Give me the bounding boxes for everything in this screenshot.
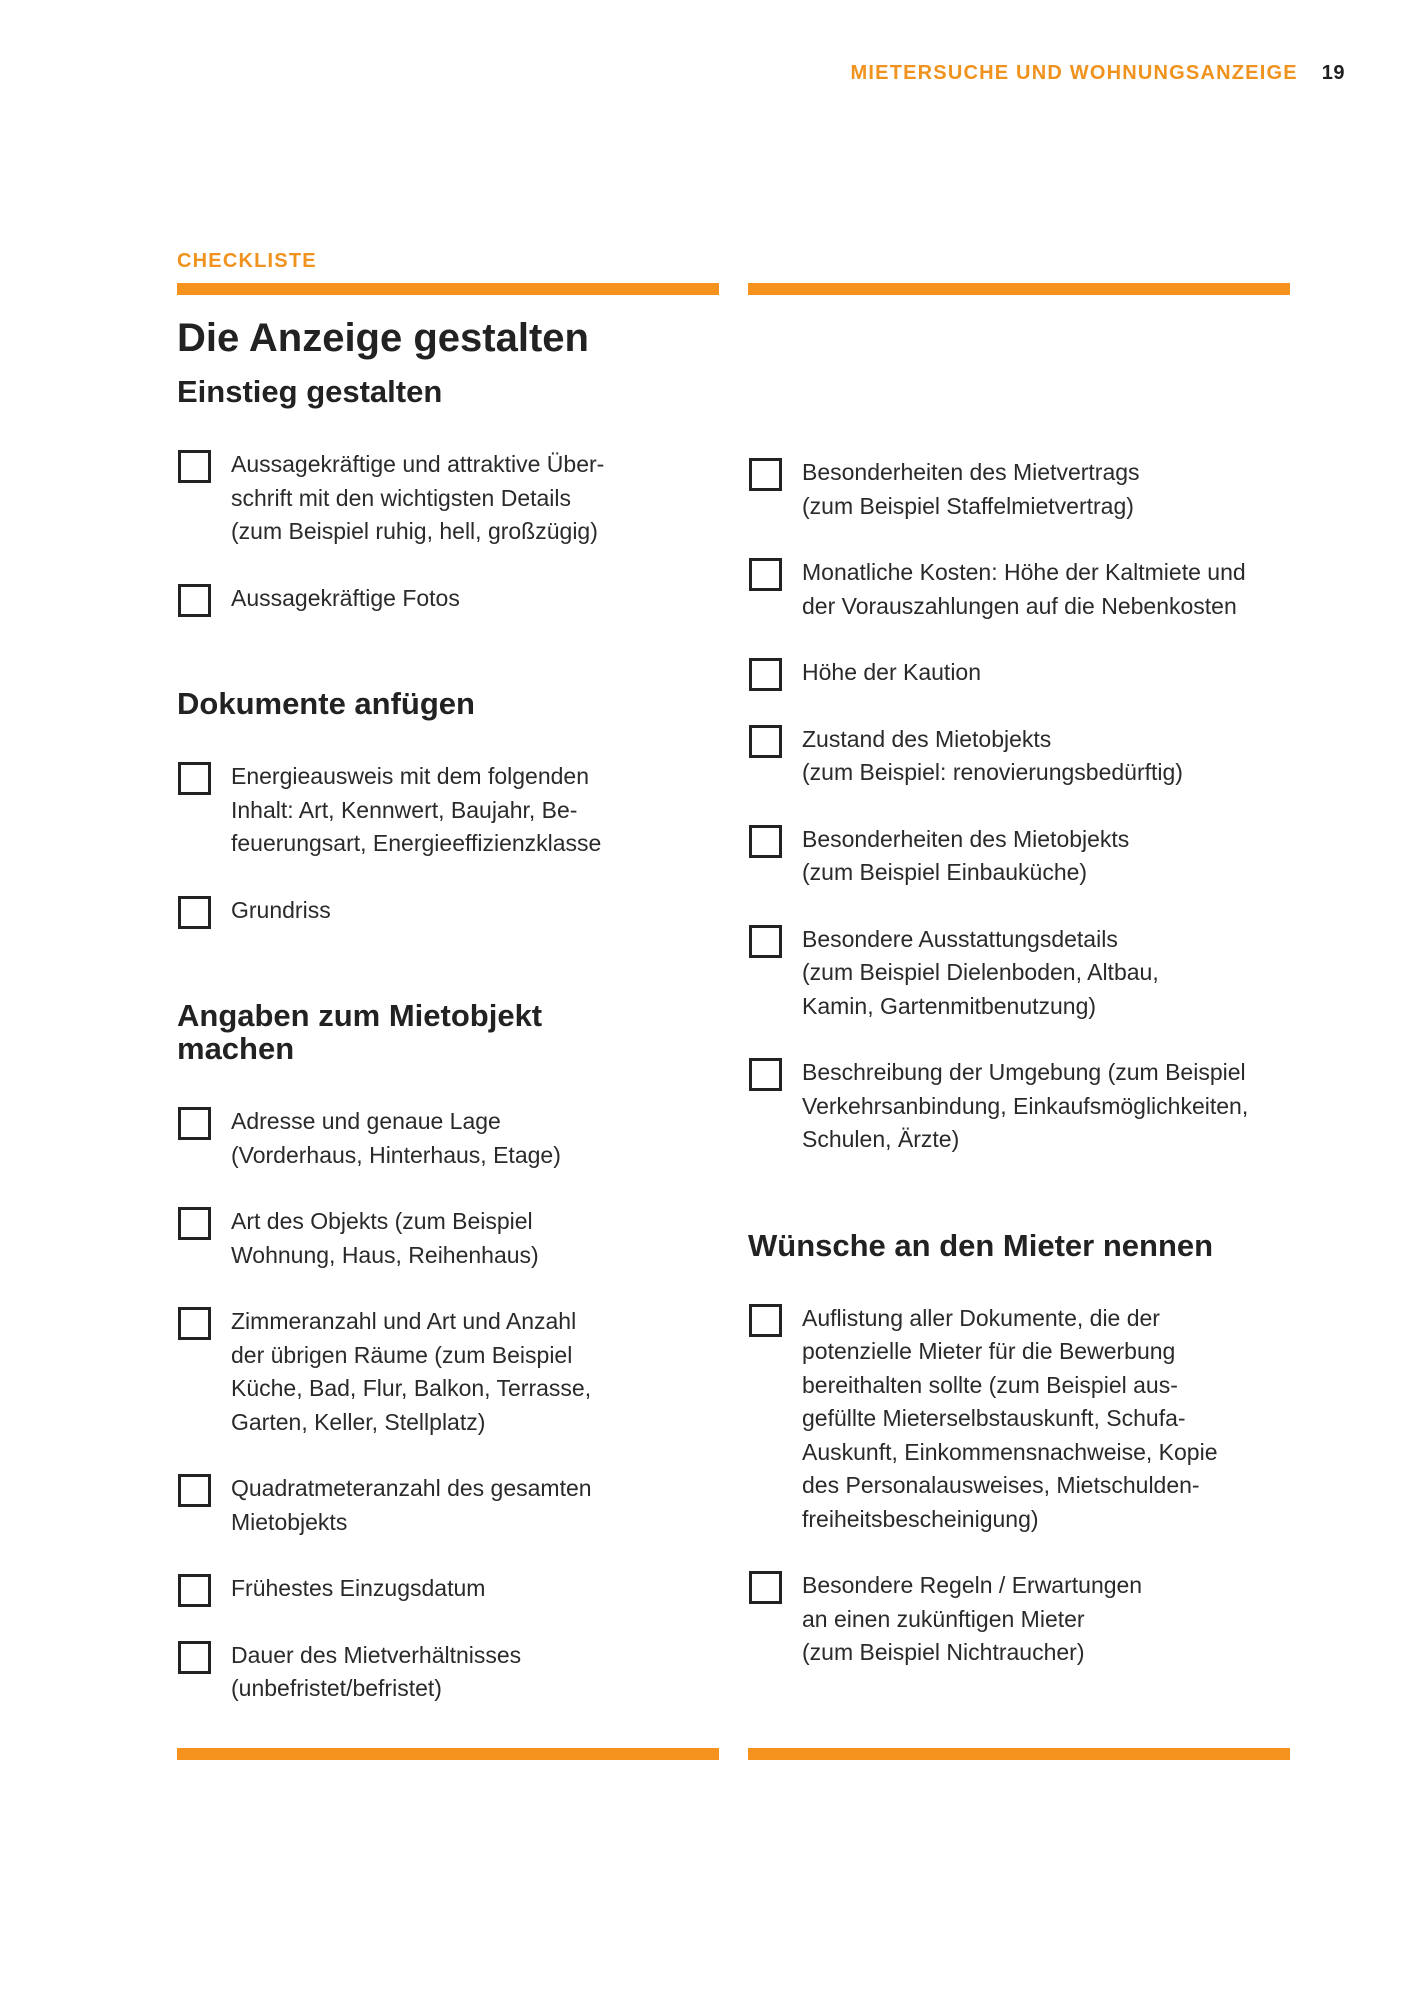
section-heading-mietobjekt: Angaben zum Mietobjekt machen xyxy=(177,998,543,1066)
checklist-item-label: Grundriss xyxy=(231,896,331,923)
checklist-item-label: Frühestes Einzugsdatum xyxy=(231,1575,486,1601)
checkbox[interactable] xyxy=(749,1058,782,1091)
checklist-item xyxy=(177,1572,737,1606)
checkbox[interactable] xyxy=(749,458,782,491)
bottom-divider-left xyxy=(177,1748,719,1760)
checklist-item xyxy=(748,1056,1308,1157)
checklist-item-label: Besonderheiten des Mietvertrags (zum Beispiel Staffelmietvertrag) xyxy=(802,459,1140,519)
checklist-item xyxy=(177,1205,737,1272)
checklist-item xyxy=(748,723,1308,790)
running-header xyxy=(0,62,1345,85)
checkbox[interactable] xyxy=(178,1207,211,1240)
checklist-title: Die Anzeige gestalten xyxy=(177,316,589,360)
checklist-item-label: Besondere Ausstattungsdetails (zum Beispiel Dielenboden, Altbau, Kamin, Gartenmitbenutzung) xyxy=(802,925,1159,1019)
checklist-item-label: Höhe der Kaution xyxy=(802,659,982,685)
checkbox[interactable] xyxy=(749,825,782,858)
checkbox[interactable] xyxy=(178,1307,211,1340)
section-title: MIETERSUCHE UND WOHNUNGSANZEIGE xyxy=(850,62,1298,84)
checklist-item-label: Monatliche Kosten: Höhe der Kaltmiete und der Vorauszahlungen auf die Nebenkosten xyxy=(802,559,1246,619)
checklist-item xyxy=(177,582,737,616)
checkbox[interactable] xyxy=(178,1107,211,1140)
checklist-mietobjekt-continued xyxy=(748,456,1308,1157)
section-heading-dokumente: Dokumente anfügen xyxy=(177,686,475,721)
checklist-item-label: Art des Objekts (zum Beispiel Wohnung, Haus, Reihenhaus) xyxy=(231,1208,539,1268)
left-column xyxy=(177,310,737,1706)
bottom-divider-right xyxy=(748,1748,1290,1760)
checklist-item-label: Zustand des Mietobjekts (zum Beispiel: renovierungsbedürftig) xyxy=(802,725,1183,785)
checklist-item-label: Aussagekräftige Fotos xyxy=(231,584,460,611)
checklist-item xyxy=(748,656,1308,690)
checklist-item xyxy=(748,923,1308,1024)
checklist-item-label: Adresse und genaue Lage (Vorderhaus, Hinterhaus, Etage) xyxy=(231,1108,561,1168)
top-divider-right xyxy=(748,283,1290,295)
checklist-item-label: Auflistung aller Dokumente, die der potenzielle Mieter für die Bewerbung bereithalten sollte (zum Beispiel aus- gefüllte Mieterselbstauskunft, Schufa- Auskunft, Einkommensnachweise, Kopie des Personalausweises, Mietschulden- freiheitsbescheinigung) xyxy=(802,1304,1218,1532)
checklist-item xyxy=(177,894,737,928)
checklist-kicker: CHECKLISTE xyxy=(177,250,317,272)
checklist-einstieg xyxy=(177,448,737,615)
checkbox[interactable] xyxy=(749,725,782,758)
section-heading-einstieg: Einstieg gestalten xyxy=(177,374,443,409)
checklist-item xyxy=(177,1472,737,1539)
checkbox[interactable] xyxy=(749,1571,782,1604)
checklist-item xyxy=(177,448,737,549)
checklist-item-label: Aussagekräftige und attraktive Über- schrift mit den wichtigsten Details (zum Beispiel ruhig, hell, großzügig) xyxy=(231,451,605,544)
checklist-item-label: Besondere Regeln / Erwartungen an einen zukünftigen Mieter (zum Beispiel Nichtraucher) xyxy=(802,1572,1143,1665)
checkbox[interactable] xyxy=(178,762,211,795)
checklist-item-label: Beschreibung der Umgebung (zum Beispiel Verkehrsanbindung, Einkaufsmöglichkeiten, Schulen, Ärzte) xyxy=(802,1059,1249,1152)
checklist-item-label: Besonderheiten des Mietobjekts (zum Beispiel Einbauküche) xyxy=(802,825,1130,885)
checklist-item xyxy=(748,556,1308,623)
checklist-item xyxy=(177,1639,737,1706)
section-heading-wuensche: Wünsche an den Mieter nennen xyxy=(748,1227,1214,1263)
checklist-item-label: Energieausweis mit dem folgenden Inhalt: Art, Kennwert, Baujahr, Be- feuerungsart, Energieeffizienzklasse xyxy=(231,763,602,856)
checkbox[interactable] xyxy=(178,896,211,929)
checklist-item xyxy=(748,1569,1308,1670)
checklist-dokumente xyxy=(177,760,737,927)
checklist-item xyxy=(177,1105,737,1172)
checkbox[interactable] xyxy=(749,558,782,591)
right-column xyxy=(748,310,1308,1670)
checklist-item xyxy=(177,760,737,861)
checklist-item xyxy=(177,1305,737,1439)
top-divider-left xyxy=(177,283,719,295)
checklist-item xyxy=(748,456,1308,523)
checkbox[interactable] xyxy=(749,925,782,958)
checkbox[interactable] xyxy=(178,1574,211,1607)
checklist-mietobjekt xyxy=(177,1105,737,1706)
page-number: 19 xyxy=(1321,62,1345,84)
checkbox[interactable] xyxy=(178,450,211,483)
checklist-wuensche xyxy=(748,1302,1308,1670)
checklist-item xyxy=(748,823,1308,890)
checklist-item-label: Zimmeranzahl und Art und Anzahl der übrigen Räume (zum Beispiel Küche, Bad, Flur, Balkon, Terrasse, Garten, Keller, Stellplatz) xyxy=(231,1308,592,1435)
checkbox[interactable] xyxy=(178,584,211,617)
checkbox[interactable] xyxy=(749,1304,782,1337)
checklist-item-label: Dauer des Mietverhältnisses (unbefristet/befristet) xyxy=(231,1641,522,1701)
checklist-item xyxy=(748,1302,1308,1537)
checkbox[interactable] xyxy=(749,658,782,691)
column-spacer xyxy=(748,310,1308,456)
checkbox[interactable] xyxy=(178,1641,211,1674)
checkbox[interactable] xyxy=(178,1474,211,1507)
checklist-item-label: Quadratmeteranzahl des gesamten Mietobjekts xyxy=(231,1475,592,1535)
